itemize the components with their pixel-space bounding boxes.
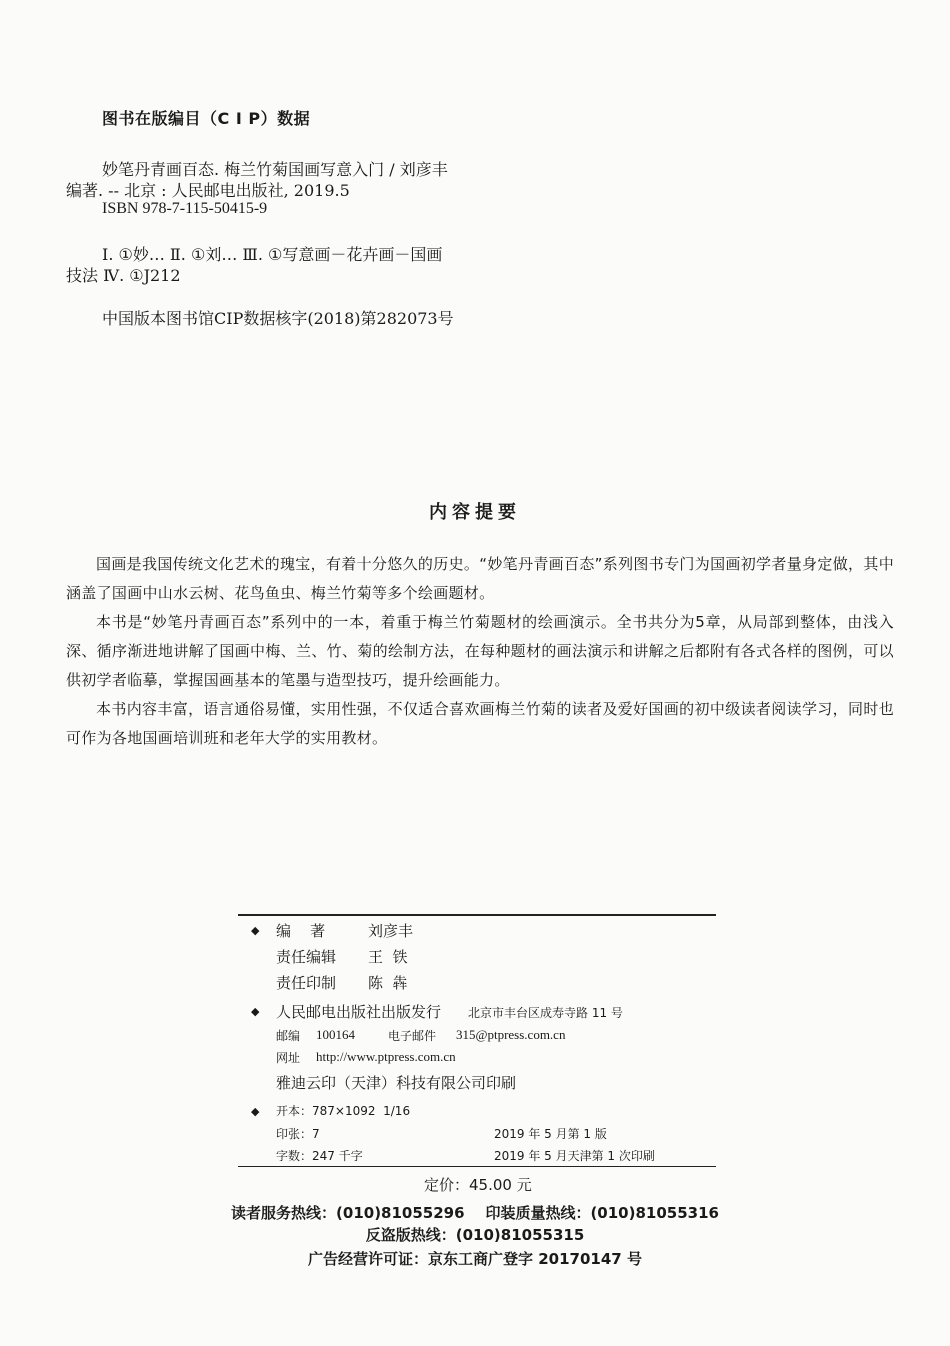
cip-publisher-line: 编著. -- 北京 : 人民邮电出版社, 2019.5 (66, 181, 350, 200)
cip-classification-line-2: 技法 Ⅳ. ①J212 (66, 266, 181, 285)
bullet-icon: ◆ (251, 1105, 260, 1118)
email: 315@ptpress.com.cn (456, 1027, 566, 1042)
cip-title-line: 妙笔丹青画百态. 梅兰竹菊国画写意入门 / 刘彦丰 (102, 160, 448, 179)
price: 定价：45.00 元 (424, 1176, 532, 1194)
printing-name: 陈 犇 (368, 974, 408, 992)
colophon-top-rule (238, 914, 716, 916)
book-format: 开本：787×1092 1/16 (276, 1104, 411, 1118)
postcode-label: 邮编 (276, 1029, 301, 1043)
printed-sheets: 印张：7 (276, 1127, 320, 1141)
author-name: 刘彦丰 (368, 922, 414, 940)
website: http://www.ptpress.com.cn (316, 1049, 456, 1064)
word-count: 字数：247 千字 (276, 1149, 363, 1163)
author-label: 编 著 (276, 922, 326, 940)
ad-license: 广告经营许可证：京东工商广登字 20170147 号 (308, 1250, 642, 1268)
publisher-name: 人民邮电出版社出版发行 (276, 1003, 442, 1021)
summary-paragraph: 国画是我国传统文化艺术的瑰宝，有着十分悠久的历史。“妙笔丹青画百态”系列图书专门为国画初学者量身定做，其中涵盖了国画中山水云树、花鸟鱼虫、梅兰竹菊等多个绘画题材。 (66, 555, 894, 602)
email-label: 电子邮件 (388, 1029, 437, 1043)
printing-label: 责任印制 (276, 974, 337, 992)
edition: 2019 年 5 月第 1 版 (494, 1127, 607, 1141)
summary-paragraph: 本书内容丰富，语言通俗易懂，实用性强，不仅适合喜欢画梅兰竹菊的读者及爱好国画的初中级读者阅读学习，同时也可作为各地国画培训班和老年大学的实用教材。 (66, 700, 894, 747)
cip-isbn: ISBN 978-7-115-50415-9 (102, 200, 268, 217)
printer-name: 雅迪云印（天津）科技有限公司印刷 (276, 1074, 517, 1092)
impression: 2019 年 5 月天津第 1 次印刷 (494, 1149, 655, 1163)
antipiracy-hotline: 反盗版热线：(010)81055315 (365, 1226, 585, 1244)
colophon-bottom-rule (238, 1166, 716, 1167)
cip-record-number: 中国版本图书馆CIP数据核字(2018)第282073号 (102, 309, 454, 328)
summary-body (66, 550, 894, 753)
bullet-icon: ◆ (251, 1005, 260, 1018)
postcode: 100164 (316, 1027, 355, 1042)
bullet-icon: ◆ (251, 924, 260, 937)
service-hotline: 读者服务热线：(010)81055296 印装质量热线：(010)81055316 (231, 1204, 719, 1222)
summary-title: 内容提要 (429, 502, 521, 523)
cip-heading: 图书在版编目（C I P）数据 (102, 109, 311, 128)
cip-classification-line: Ⅰ. ①妙… Ⅱ. ①刘… Ⅲ. ①写意画－花卉画－国画 (102, 245, 443, 264)
editor-label: 责任编辑 (276, 948, 337, 966)
website-label: 网址 (276, 1051, 301, 1065)
summary-paragraph: 本书是“妙笔丹青画百态”系列中的一本，着重于梅兰竹菊题材的绘画演示。全书共分为5章，从局部到整体，由浅入深、循序渐进地讲解了国画中梅、兰、竹、菊的绘制方法，在每种题材的画法演示和讲解之后都附有各式各样的图例，可以供初学者临摹，掌握国画基本的笔墨与造型技巧，提升绘画能力。 (66, 613, 894, 689)
publisher-address: 北京市丰台区成寿寺路 11 号 (468, 1006, 623, 1020)
editor-name: 王 铁 (368, 948, 408, 966)
